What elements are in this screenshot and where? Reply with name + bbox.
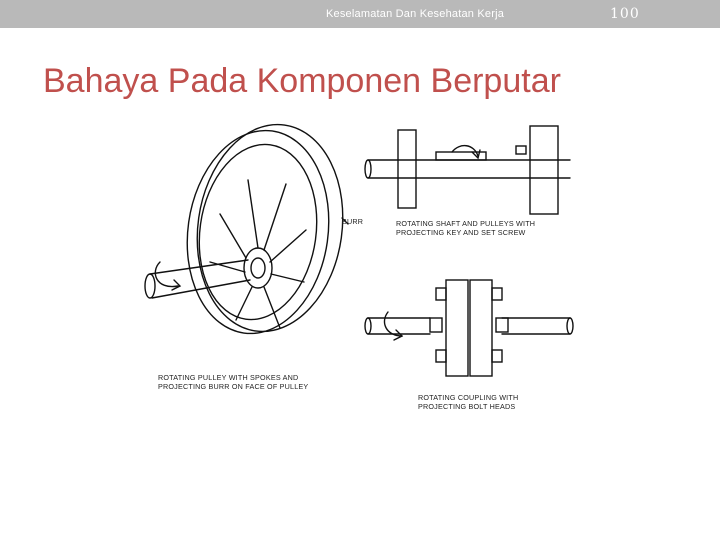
shaft-pulleys-drawing [365,126,570,214]
spoked-pulley-drawing [145,122,356,343]
coupling-drawing [365,280,573,376]
caption-coupling-line2: PROJECTING BOLT HEADS [418,402,516,411]
rotating-components-illustration [130,122,590,462]
page-number: 100 [610,6,640,22]
slide-title: Bahaya Pada Komponen Berputar [43,62,561,100]
caption-coupling-line1: ROTATING COUPLING WITH [418,393,519,402]
header-subject: Keselamatan Dan Kesehatan Kerja [326,8,505,20]
header-bar [0,0,720,28]
caption-pulley-line2: PROJECTING BURR ON FACE OF PULLEY [158,382,309,391]
caption-pulley-line1: ROTATING PULLEY WITH SPOKES AND [158,373,299,382]
label-burr: BURR [342,217,364,226]
caption-shaft-line1: ROTATING SHAFT AND PULLEYS WITH [396,219,536,228]
caption-shaft-line2: PROJECTING KEY AND SET SCREW [396,228,526,237]
